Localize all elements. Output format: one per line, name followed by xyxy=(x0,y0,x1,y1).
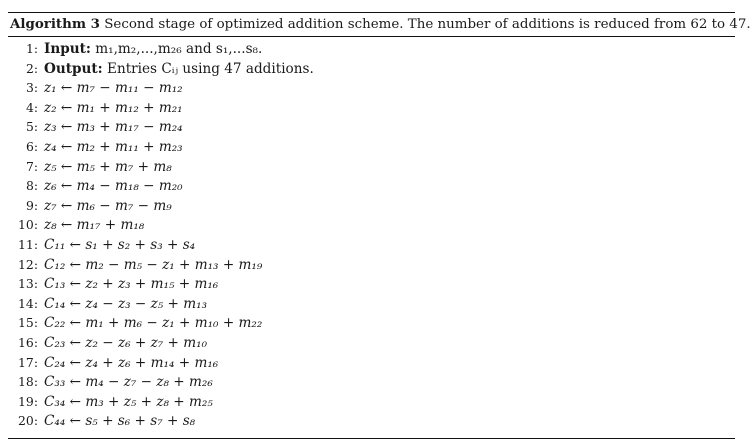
line-number: 13: xyxy=(18,276,38,292)
line-number: 16: xyxy=(18,334,38,350)
line-number: 19: xyxy=(18,393,38,409)
line-expression: C₂₄ ← z₄ + z₆ + m₁₄ + m₁₆ xyxy=(44,354,219,371)
line-content xyxy=(44,237,195,253)
line-content xyxy=(44,139,183,155)
line-expression: z₂ ← m₁ + m₁₂ + m₂₁ xyxy=(44,99,183,116)
line-keyword: Output: xyxy=(44,60,103,77)
line-number: 20: xyxy=(18,413,38,429)
line-number: 9: xyxy=(25,197,38,213)
line-number: 1: xyxy=(25,41,38,56)
line-expression: C₃₄ ← m₃ + z₅ + z₈ + m₂₅ xyxy=(44,393,213,410)
line-content xyxy=(44,296,207,312)
line-content xyxy=(44,80,183,96)
line-content xyxy=(44,335,207,351)
algorithm-line xyxy=(8,100,735,120)
algorithm-line xyxy=(8,159,735,179)
line-content xyxy=(44,61,314,77)
algorithm-line xyxy=(8,80,735,100)
algorithm-line xyxy=(8,335,735,355)
line-content xyxy=(44,178,183,194)
line-number: 18: xyxy=(18,374,38,390)
line-number: 10: xyxy=(18,217,38,233)
algorithm-caption-text: Second stage of optimized addition scheme. The number of additions is reduced from 62 to 47. xyxy=(99,17,751,32)
line-content xyxy=(44,217,144,233)
line-expression: z₇ ← m₆ − m₇ − m₉ xyxy=(44,197,172,214)
line-number: 12: xyxy=(18,256,38,272)
algorithm-line xyxy=(8,374,735,394)
line-content xyxy=(44,198,172,214)
line-expression: C₃₃ ← m₄ − z₇ − z₈ + m₂₆ xyxy=(44,374,213,391)
line-keyword: Input: xyxy=(44,41,91,57)
algorithm-line xyxy=(8,61,735,81)
line-content xyxy=(44,100,183,116)
line-expression: C₁₂ ← m₂ − m₅ − z₁ + m₁₃ + m₁₉ xyxy=(44,256,263,273)
line-number: 7: xyxy=(25,158,38,174)
line-content xyxy=(44,159,172,175)
line-expression: z₁ ← m₇ − m₁₁ − m₁₂ xyxy=(44,80,183,97)
algorithm-lines xyxy=(8,37,735,433)
algorithm-line xyxy=(8,315,735,335)
algorithm-line xyxy=(8,413,735,433)
line-number: 3: xyxy=(25,80,38,96)
line-number: 11: xyxy=(18,236,38,252)
line-content xyxy=(44,276,218,292)
line-expression: C₁₁ ← s₁ + s₂ + s₃ + s₄ xyxy=(44,236,196,253)
algorithm-line xyxy=(8,257,735,277)
algorithm-line xyxy=(8,41,735,61)
algorithm-line xyxy=(8,119,735,139)
line-expression: C₂₃ ← z₂ − z₆ + z₇ + m₁₀ xyxy=(44,334,208,351)
line-expression: C₁₃ ← z₂ + z₃ + m₁₅ + m₁₆ xyxy=(44,276,219,293)
line-content xyxy=(44,355,218,371)
line-expression: z₄ ← m₂ + m₁₁ + m₂₃ xyxy=(44,138,183,155)
line-content xyxy=(44,374,213,390)
algorithm-line xyxy=(8,296,735,316)
algorithm-line xyxy=(8,217,735,237)
algorithm-block xyxy=(8,12,751,439)
line-expression: z₅ ← m₅ + m₇ + m₈ xyxy=(44,158,172,175)
algorithm-caption xyxy=(8,13,751,36)
line-content xyxy=(44,315,262,331)
algorithm-line xyxy=(8,237,735,257)
line-number: 5: xyxy=(25,119,38,135)
algorithm-label: Algorithm 3 xyxy=(10,16,100,32)
algorithm-line xyxy=(8,394,735,414)
line-text: Entries Cᵢⱼ using 47 additions. xyxy=(102,60,314,77)
line-expression: z₃ ← m₃ + m₁₇ − m₂₄ xyxy=(44,119,183,136)
line-number: 14: xyxy=(18,295,38,311)
line-expression: C₁₄ ← z₄ − z₃ − z₅ + m₁₃ xyxy=(44,295,208,312)
line-content xyxy=(44,394,213,410)
algorithm-line xyxy=(8,198,735,218)
line-number: 6: xyxy=(25,138,38,154)
line-text: m₁,m₂,...,m₂₆ and s₁,...s₈. xyxy=(90,41,263,57)
line-number: 2: xyxy=(25,60,38,76)
line-expression: z₈ ← m₁₇ + m₁₈ xyxy=(44,217,145,234)
line-number: 15: xyxy=(18,315,38,331)
line-content xyxy=(44,413,195,429)
line-number: 8: xyxy=(25,178,38,194)
algorithm-line xyxy=(8,139,735,159)
algorithm-line xyxy=(8,276,735,296)
algorithm-line xyxy=(8,355,735,375)
line-number: 17: xyxy=(18,354,38,370)
algorithm-line xyxy=(8,178,735,198)
line-content xyxy=(44,119,183,135)
line-number: 4: xyxy=(25,99,38,115)
line-expression: C₂₂ ← m₁ + m₆ − z₁ + m₁₀ + m₂₂ xyxy=(44,315,263,332)
line-content xyxy=(44,41,262,57)
line-content xyxy=(44,257,262,273)
line-expression: C₄₄ ← s₅ + s₆ + s₇ + s₈ xyxy=(44,413,196,430)
line-expression: z₆ ← m₄ − m₁₈ − m₂₀ xyxy=(44,178,183,195)
